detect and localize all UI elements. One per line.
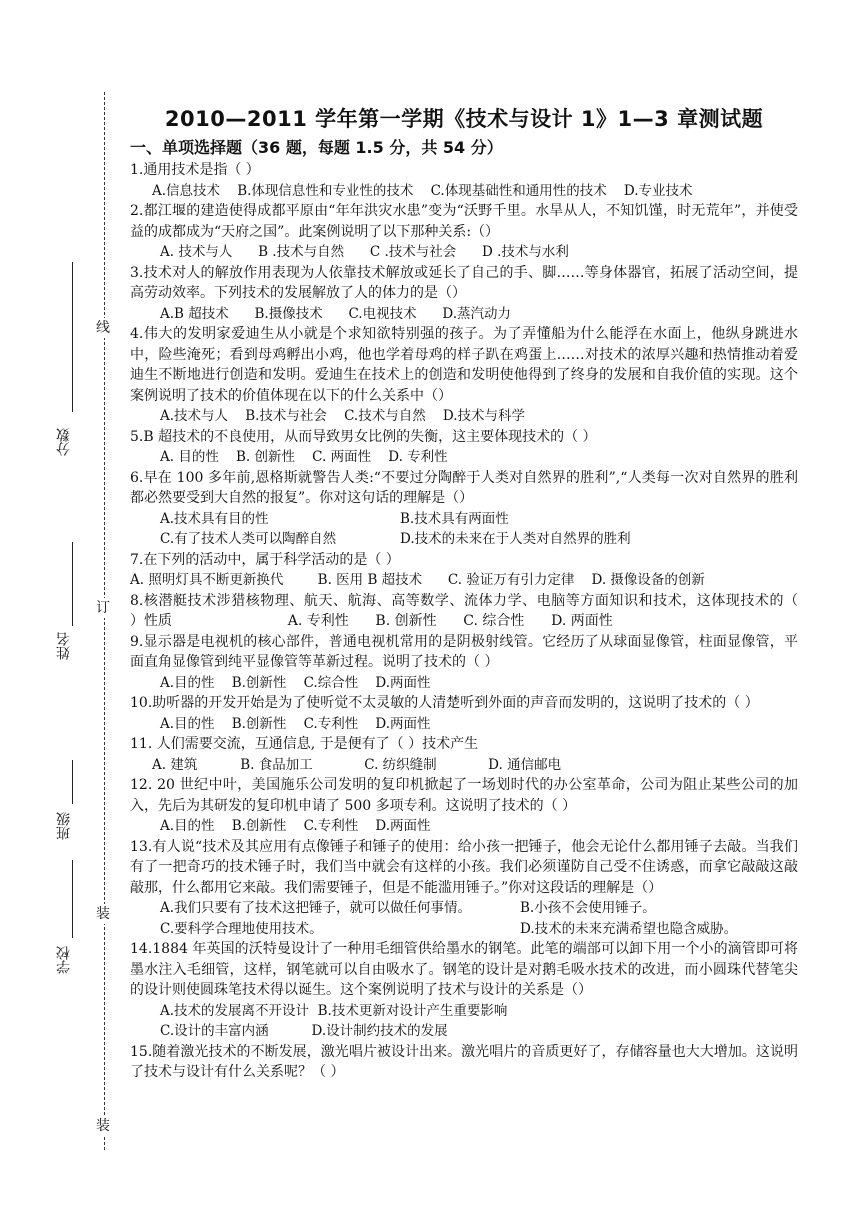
exam-content — [130, 104, 834, 1083]
question-5 — [130, 427, 798, 468]
question-options[interactable]: A.目的性 B.创新性 C.专利性 D.两面性 — [160, 715, 431, 732]
question-stem: 13.有人说“技术及其应用有点像锤子和锤子的使用：给小孩一把锤子，他会无论什么都用锤子去敲。当我们有了一把奇巧的技术锤子时，我们当中就会有这样的小孩。我们必须谨防自己受不住诱惑，而拿它敲敲这敲敲那，什么都用它来敲。我们需要锤子，但是不能滥用锤子。”你对这段话的理解是（） — [130, 838, 798, 896]
binding-mark-zhuang-bottom: 装 — [96, 1118, 110, 1134]
question-2 — [130, 201, 798, 263]
binding-dashed-line — [104, 92, 105, 1150]
section-heading: 一、单项选择题（36 题，每题 1.5 分，共 54 分） — [130, 138, 503, 157]
option-d[interactable]: D.技术的未来充满希望也隐含威胁。 — [520, 920, 738, 937]
question-options[interactable]: A.B 超技术 B.摄像技术 C.电视技术 D.蒸汽动力 — [160, 305, 511, 322]
school-field[interactable] — [48, 860, 82, 980]
question-options-line[interactable]: C.设计的丰富内涵 D.设计制约技术的发展 — [160, 1023, 448, 1039]
question-options[interactable]: A.目的性 B.创新性 C.综合性 D.两面性 — [160, 674, 431, 691]
name-label: 姓名 — [56, 632, 72, 660]
name-blank-line — [72, 542, 73, 626]
score-blank-line — [72, 262, 73, 412]
question-12 — [130, 775, 798, 837]
question-stem: 4.伟大的发明家爱迪生从小就是个求知欲特别强的孩子。为了弄懂船为什么能浮在水面上，他纵身跳进水中，险些淹死；看到母鸡孵出小鸡，他也学着母鸡的样子趴在鸡蛋上……对技术的浓厚兴趣和热情推动着爱迪生不断地进行创造和发明。爱迪生在技术上的创造和发明使他得到了终身的发展和自我价值的实现。这个案例说明了技术的价值体现在以下的什么关系中（） — [130, 326, 798, 404]
question-9 — [130, 632, 798, 694]
option-a[interactable]: A.技术具有目的性 — [160, 510, 269, 527]
school-label: 学校 — [56, 946, 72, 974]
question-stem: 1.通用技术是指（ ） — [130, 162, 260, 178]
question-options[interactable]: A.目的性 B.创新性 C.专利性 D.两面性 — [160, 818, 431, 834]
question-options[interactable]: A.信息技术 B.体现信息性和专业性的技术 C.体现基础性和通用性的技术 D.专业技术 — [152, 182, 693, 199]
question-14 — [130, 939, 798, 1042]
question-stem: 10.助听器的开发开始是为了使听觉不太灵敏的人清楚听到外面的声音而发明的，这说明了技术的（ ） — [130, 695, 759, 711]
question-11 — [130, 734, 798, 775]
binding-mark-zhuang: 装 — [96, 906, 110, 922]
question-6 — [130, 468, 798, 550]
question-stem: 6.早在 100 多年前,恩格斯就警告人类:“不要过分陶醉于人类对自然界的胜利”,“人类每一次对自然界的胜利都必然要受到大自然的报复”。你对这句话的理解是（） — [130, 469, 798, 506]
option-d[interactable]: D.技术的未来在于人类对自然界的胜利 — [400, 531, 631, 547]
question-options[interactable]: A. 目的性 B. 创新性 C. 两面性 D. 专利性 — [160, 449, 448, 465]
question-10 — [130, 693, 798, 734]
question-1 — [130, 160, 798, 201]
name-field[interactable] — [48, 542, 82, 682]
class-label: 班级 — [56, 812, 72, 840]
class-blank-line-top — [72, 760, 73, 804]
question-stem: 3.技术对人的解放作用表现为人依靠技术解放或延长了自己的手、脚……等身体器官，拓展了活动空间，提高劳动效率。下列技术的发展解放了人的体力的是（） — [130, 264, 798, 301]
exam-title: 2010—2011 学年第一学期《技术与设计 1》1—3 章测试题 — [164, 107, 764, 131]
question-13 — [130, 837, 798, 940]
question-stem: 15.随着激光技术的不断发展，激光唱片被设计出来。激光唱片的音质更好了，存储容量也大大增加。这说明了技术与设计有什么关系呢？（ ） — [130, 1043, 798, 1080]
question-options[interactable]: A. 建筑 B. 食品加工 C. 纺织缝制 D. 通信邮电 — [152, 756, 562, 773]
question-stem: 9.显示器是电视机的核心部件，普通电视机常用的是阴极射线管。它经历了从球面显像管，柱面显像管，平面直角显像管到纯平显像管等革新过程。说明了技术的（ ） — [130, 633, 798, 670]
option-a[interactable]: A.我们只要有了技术这把锤子，就可以做任何事情。 — [160, 900, 472, 916]
question-options[interactable]: A.技术与人 B.技术与社会 C.技术与自然 D.技术与科学 — [160, 408, 526, 424]
option-c[interactable]: C.要科学合理地使用技术。 — [160, 920, 323, 937]
question-options[interactable] — [130, 509, 798, 550]
binding-mark-ding: 订 — [96, 600, 110, 616]
score-field[interactable] — [48, 262, 82, 472]
question-stem: 14.1884 年英国的沃特曼设计了一种用毛细管供给墨水的钢笔。此笔的端部可以卸下用一个小的滴管即可将墨水注入毛细管，这样，钢笔就可以自由吸水了。钢笔的设计是对鹅毛吸水技术的改进，而小圆珠代替笔尖的设计则使圆珠笔技术得以诞生。这个案例说明了技术与设计的关系是（） — [130, 941, 798, 998]
binding-mark-xian: 线 — [96, 320, 110, 336]
question-4 — [130, 324, 798, 427]
option-c[interactable]: C.有了技术人类可以陶醉自然 — [160, 531, 337, 547]
question-15 — [130, 1042, 798, 1083]
question-stem: 7.在下列的活动中，属于科学活动的是（ ） — [130, 551, 400, 568]
question-8 — [130, 591, 834, 632]
question-7 — [130, 550, 798, 591]
question-stem: 12. 20 世纪中叶，美国施乐公司发明的复印机掀起了一场划时代的办公室革命，公司为阻止某些公司的加入，先后为其研发的复印机申请了 500 多项专利。这说明了技术的（ ） — [130, 777, 798, 814]
option-b[interactable]: B.小孩不会使用锤子。 — [520, 900, 656, 916]
question-3 — [130, 263, 798, 325]
question-options[interactable]: A. 照明灯具不断更新换代 B. 医用 B 超技术 C. 验证万有引力定律 D. 摄像设备的创新 — [130, 572, 705, 588]
question-options[interactable] — [130, 898, 798, 939]
school-blank-line — [72, 860, 73, 938]
question-options[interactable]: A. 技术与人 B .技术与自然 C .技术与社会 D .技术与水利 — [160, 244, 569, 260]
question-stem: 11. 人们需要交流，互通信息, 于是便有了（ ）技术产生 — [130, 736, 479, 752]
question-stem: 2.都江堰的建造使得成都平原由“年年洪灾水患”变为“沃野千里。水旱从人，不知饥馑，时无荒年”，并使受益的成都成为“天府之国”。此案例说明了以下那种关系:（） — [130, 203, 798, 240]
score-label: 分数 — [56, 428, 72, 456]
option-b[interactable]: B.技术具有两面性 — [400, 510, 509, 527]
question-stem: 8.核潜艇技术涉猎核物理、航天、航海、高等数学、流体力学、电脑等方面知识和技术，这体现技术的（ ）性质 A. 专利性 B. 创新性 C. 综合性 D. 两面性 — [130, 592, 834, 629]
question-options-line[interactable]: A.技术的发展离不开设计 B.技术更新对设计产生重要影响 — [160, 1002, 508, 1019]
question-stem: 5.B 超技术的不良使用，从而导致男女比例的失衡，这主要体现技术的（ ） — [130, 428, 597, 445]
binding-margin — [0, 0, 125, 1216]
